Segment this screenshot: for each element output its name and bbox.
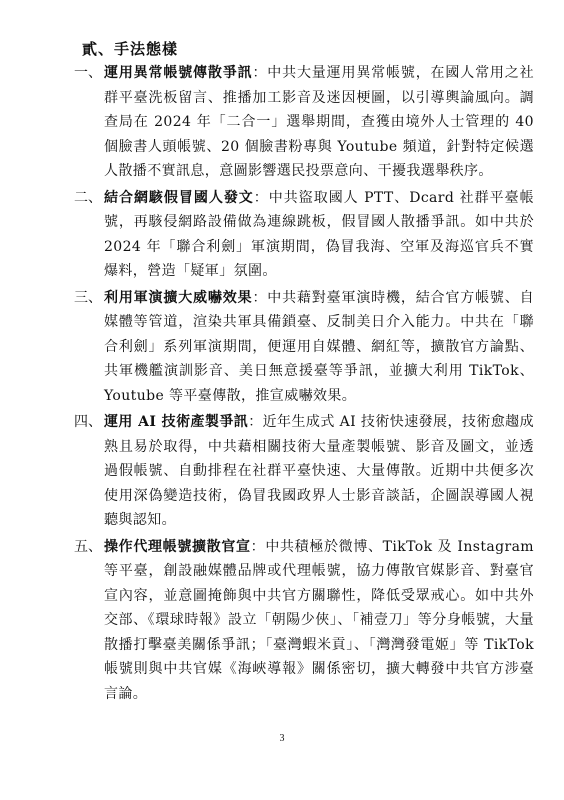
item-marker: 二、: [74, 189, 102, 206]
item-lead: 利用軍演擴大威嚇效果: [104, 289, 253, 306]
item-body: [104, 286, 534, 409]
item-marker: 四、: [74, 414, 102, 430]
list-item: [74, 535, 534, 707]
item-marker: 一、: [74, 65, 102, 81]
item-marker: 五、: [74, 538, 102, 555]
item-body: [104, 410, 534, 533]
item-lead: 運用異常帳號傳散爭訊: [104, 65, 253, 81]
item-text: ：中共藉對臺軍演時機，結合官方帳號、自媒體等管道，渲染共軍具備鎖臺、反制美日介入能力。中共在「聯合利劍」系列軍演期間，便運用自媒體、網紅等，擴散官方論點、共軍機艦演訓影音、美日無意援臺等爭訊，並擴大利用 TikTok、Youtube 等平臺傳散，推宣威嚇效果。: [104, 289, 535, 404]
item-lead: 結合網駭假冒國人發文: [104, 189, 254, 206]
list-item: [74, 61, 534, 184]
list-item: [74, 286, 534, 409]
item-marker: 三、: [74, 289, 102, 306]
item-list: [74, 61, 534, 708]
page-number: 3: [279, 733, 285, 744]
item-body: [104, 61, 534, 184]
item-text: ：中共積極於微博、TikTok 及 Instagram 等平臺，創設融媒體品牌或代理帳號，協力傳散官媒影音、對臺官宣內容，並意圖掩飾與中共官方關聯性，降低受眾戒心。如中共外交部、《環球時報》設立「朝陽少俠」、「補壹刀」等分身帳號，大量散播打擊臺美關係爭訊；「臺灣蝦米貢」、「灣灣發電姬」等 TikTok 帳號則與中共官媒《海峽導報》關係密切，擴大轉發中共官方涉臺言論。: [104, 538, 534, 702]
list-item: [74, 186, 534, 284]
item-text: ：中共盜取國人 PTT、Dcard 社群平臺帳號，再駭侵網路設備做為連線跳板，假冒國人散播爭訊。如中共於 2024 年「聯合利劍」軍演期間，偽冒我海、空軍及海巡官兵不實爆料，營造「疑軍」氛圍。: [104, 189, 534, 279]
item-lead: 運用 AI 技術產製爭訊: [104, 414, 249, 430]
item-body: [104, 535, 534, 707]
item-text: ：中共大量運用異常帳號，在國人常用之社群平臺洗板留言、推播加工影音及迷因梗圖，以引導輿論風向。調查局在 2024 年「二合一」選舉期間，查獲由境外人士管理的 40 個臉書人頭帳號、20 個臉書粉專與 Youtube 頻道，針對特定候選人散播不實訊息，意圖影響選民投票意向、干擾我選舉秩序。: [104, 65, 535, 179]
item-text: ：近年生成式 AI 技術快速發展，技術愈趨成熟且易於取得，中共藉相關技術大量產製帳號、影音及圖文，並透過假帳號、自動排程在社群平臺快速、大量傳散。近期中共便多次使用深偽變造技術，偽冒我國政界人士影音談話，企圖誤導國人視聽與認知。: [104, 414, 534, 528]
item-body: [104, 186, 534, 284]
item-lead: 操作代理帳號擴散官宣: [104, 538, 251, 555]
section-heading: 貳、手法態樣: [82, 40, 179, 58]
list-item: [74, 410, 534, 533]
